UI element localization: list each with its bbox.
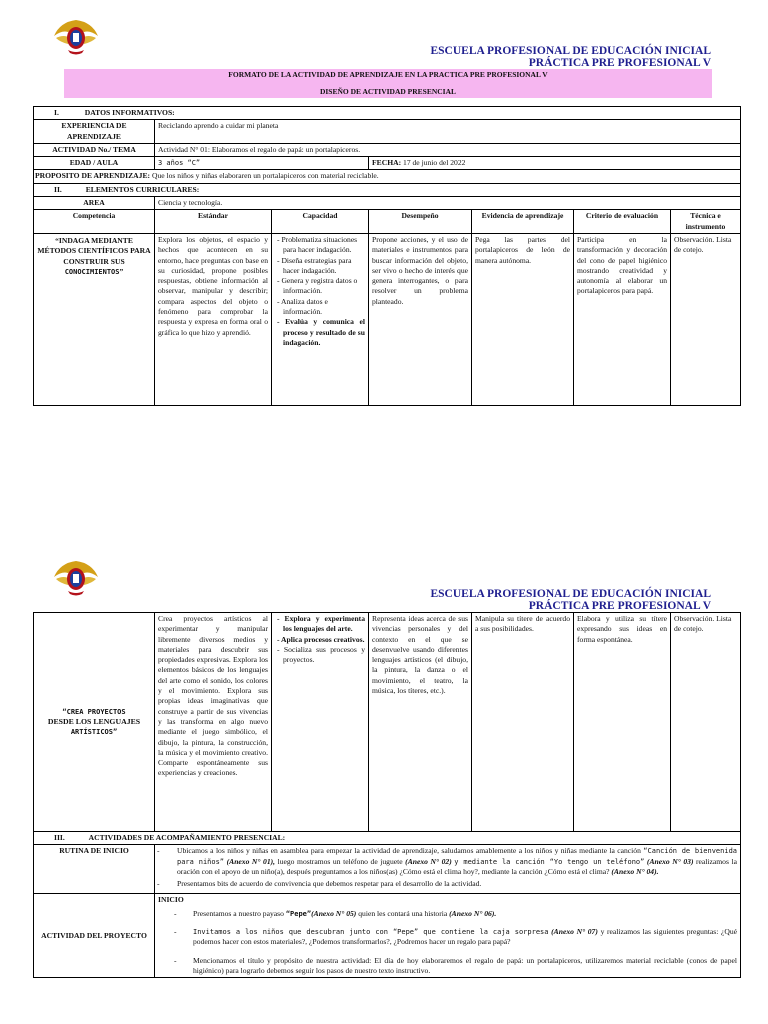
section1-title: DATOS INFORMATIVOS: bbox=[84, 108, 175, 117]
section2-heading-row bbox=[34, 183, 741, 196]
desempeno-2: Representa ideas acerca de sus vivencias personales y del contexto en el que se desenvuelve usando diferentes lenguajes artísticos (el dibujo, la pintura, la danza o el movimiento, el teatro, la música, los títeres, etc.). bbox=[369, 613, 472, 832]
practice-name: PRÁCTICA PRE PROFESIONAL V bbox=[528, 600, 711, 612]
proyecto-item-3: - Mencionamos el título y propósito de nuestra actividad: El día de hoy elaboraremos el regalo de papá: un portalapiceros, utilizaremos material reciclable (conos de papel higiénico) para lograrlo debemos seguir los pasos de nuestro texto instructivo. bbox=[174, 955, 737, 975]
criterio-1: Participa en la transformación y decoración del cono de papel higiénico mostrando creatividad y autonomía al elaborar un portalapiceros para papá. bbox=[574, 233, 671, 405]
competencia-2-b: DESDE LOS LENGUAJES bbox=[47, 716, 141, 726]
practice-name: PRÁCTICA PRE PROFESIONAL V bbox=[528, 57, 711, 69]
capacidad-1-item: - Genera y registra datos o información. bbox=[277, 276, 358, 296]
proposito-row bbox=[34, 170, 741, 183]
section3-num: III. bbox=[54, 833, 65, 842]
estandar-2: Crea proyectos artísticos al experimentar y manipular libremente diversos medios y materiales para descubrir sus propiedades expresivas. Explora los elementos básicos de los lenguajes del arte como el sonido, los colores y el movimiento. Explora sus propias ideas imaginativas que construye a partir de sus vivencias y las transforma en algo nuevo mediante el juego simbólico, el dibujo, la pintura, la construcción, la música y el movimiento creativo. Comparte espontáneamente sus experiencias y creaciones. bbox=[155, 613, 272, 832]
experiencia-value: Reciclando aprendo a cuidar mi planeta bbox=[155, 120, 741, 144]
area-row bbox=[34, 197, 741, 210]
capacidad-2-item: - Socializa sus procesos y proyectos. bbox=[277, 644, 365, 665]
capacidad-1-item: - Problematiza situaciones para hacer indagación. bbox=[277, 234, 358, 255]
capacidad-2-item-bold: - Explora y experimenta los lenguajes del arte. bbox=[277, 614, 365, 634]
section3-heading-row bbox=[34, 832, 741, 845]
rutina-row bbox=[34, 845, 741, 894]
fecha-cell bbox=[369, 157, 741, 170]
competencia-row-1 bbox=[34, 233, 741, 405]
capacidad-2 bbox=[272, 613, 369, 832]
rutina-item-2: - Presentamos bits de acuerdo de convivencia que debemos respetar para el desarrollo de la actividad. bbox=[157, 879, 482, 889]
university-crest-icon bbox=[50, 557, 102, 597]
actividad-row bbox=[34, 143, 741, 156]
col-criterio: Criterio de evaluación bbox=[574, 210, 671, 234]
edad-row bbox=[34, 157, 741, 170]
actividad-value: Actividad N° 01: Elaboramos el regalo de papá: un portalapiceros. bbox=[155, 143, 741, 156]
edad-value: 3 años “C” bbox=[155, 157, 369, 170]
section2-title: ELEMENTOS CURRICULARES: bbox=[85, 184, 200, 194]
tecnica-1: Observación. Lista de cotejo. bbox=[671, 233, 741, 405]
competencia-2 bbox=[34, 613, 155, 832]
actividad-label: ACTIVIDAD No./ TEMA bbox=[34, 143, 155, 156]
format-title-band bbox=[64, 69, 712, 98]
section3-title: ACTIVIDADES DE ACOMPAÑAMIENTO PRESENCIAL: bbox=[88, 833, 286, 842]
experiencia-row bbox=[34, 120, 741, 144]
proyecto-content bbox=[155, 894, 741, 978]
estandar-1: Explora los objetos, el espacio y hechos que acontecen en su entorno, hace preguntas con base en su curiosidad, propone posibles respuestas, obtiene información al observar, manipular y describir; compara aspectos del objeto o fenómeno para comprobar la respuesta y expresa en forma oral o gráfica lo que hizo y aprendió. bbox=[155, 233, 272, 405]
columns-header-row bbox=[34, 210, 741, 234]
school-name: ESCUELA PROFESIONAL DE EDUCACIÓN INICIAL bbox=[430, 45, 711, 57]
experiencia-label: EXPERIENCIA DE APRENDIZAJE bbox=[34, 120, 155, 144]
area-label: AREA bbox=[34, 197, 155, 210]
inicio-label: INICIO bbox=[158, 895, 184, 905]
fecha-label: FECHA: bbox=[372, 158, 402, 168]
rutina-content bbox=[155, 845, 741, 894]
capacidad-1-item: - Analiza datos e información. bbox=[277, 296, 328, 317]
proyecto-label: ACTIVIDAD DEL PROYECTO bbox=[34, 894, 155, 978]
tecnica-2: Observación. Lista de cotejo. bbox=[671, 613, 741, 832]
competencia-1-a: “INDAGA MEDIANTE MÉTODOS CIENTÍFICOS PARA CONSTRUIR SUS bbox=[37, 235, 151, 266]
competencia-2-a: “CREA PROYECTOS bbox=[62, 707, 126, 716]
col-capacidad: Capacidad bbox=[272, 210, 369, 234]
university-crest-icon bbox=[50, 16, 102, 56]
competencia-1-c: ” bbox=[119, 266, 124, 276]
page1-header bbox=[430, 45, 711, 69]
competencia-1 bbox=[34, 233, 155, 405]
edad-label: EDAD / AULA bbox=[34, 157, 155, 170]
design-title: DISEÑO DE ACTIVIDAD PRESENCIAL bbox=[319, 87, 457, 96]
proposito-value: Que los niños y niñas elaboraren un portalapiceros con material reciclable. bbox=[151, 171, 379, 181]
capacidad-1-item: - Diseña estrategias para hacer indagación. bbox=[277, 255, 352, 275]
col-estandar: Estándar bbox=[155, 210, 272, 234]
section2-num: II. bbox=[54, 184, 62, 194]
proyecto-item-2: - Invitamos a los niños que descubran junto con “Pepe” que contiene la caja sorpresa (Anexo N° 07) y realizamos las siguientes preguntas: ¿Qué podemos hacer con estos materiales?, ¿Podemos transformarlos?, ¿Podremos hacer un regalo para papá? bbox=[174, 927, 738, 947]
rutina-item-1: - Ubicamos a los niños y niñas en asamblea para empezar la actividad de aprendizaje, saludamos amablemente a los niños y niñas mediante la canción “Canción de bienvenida para niños” (Anexo N° 01), luego mostramos un teléfono de juguete (Anexo N° 02) y mediante la canción “Yo tengo un teléfono” (Anexo N° 03) realizamos la oración con el apoyo de un niño(a), después preguntamos a los niños(as) ¿Cómo está el clima hoy?, mediante la canción ¿Cómo está el clima? (Anexo N° 04). bbox=[157, 846, 738, 876]
competencia-row-2 bbox=[34, 613, 741, 832]
section1-heading-row bbox=[34, 107, 741, 120]
page1-table bbox=[33, 106, 741, 406]
section1-num: I. bbox=[54, 108, 59, 117]
col-evidencia: Evidencia de aprendizaje bbox=[472, 210, 574, 234]
capacidad-1-item-bold: - Evalúa y comunica el proceso y resultado de su indagación. bbox=[277, 317, 365, 347]
area-value: Ciencia y tecnología. bbox=[155, 197, 741, 210]
competencia-1-b: CONOCIMIENTOS bbox=[64, 267, 120, 276]
col-tecnica: Técnica e instrumento bbox=[671, 210, 741, 234]
format-title: FORMATO DE LA ACTIVIDAD DE APRENDIZAJE EN LA PRACTICA PRE PROFESIONAL V bbox=[228, 70, 548, 79]
col-desempeno: Desempeño bbox=[369, 210, 472, 234]
capacidad-2-item-bold: - Aplica procesos creativos. bbox=[277, 634, 365, 644]
school-name: ESCUELA PROFESIONAL DE EDUCACIÓN INICIAL bbox=[430, 588, 711, 600]
page2-table bbox=[33, 612, 741, 978]
col-competencia: Competencia bbox=[34, 210, 155, 234]
evidencia-1: Pega las partes del portalapiceros de león de manera autónoma. bbox=[472, 233, 574, 405]
criterio-2: Elabora y utiliza su títere expresando sus ideas en forma espontánea. bbox=[574, 613, 671, 832]
rutina-label: RUTINA DE INICIO bbox=[34, 845, 155, 894]
proposito-label: PROPOSITO DE APRENDIZAJE: bbox=[35, 171, 151, 181]
proyecto-row bbox=[34, 894, 741, 978]
desempeno-1: Propone acciones, y el uso de materiales e instrumentos para buscar información del objeto, ser vivo o hecho de interés que genera interrogantes, o para resolver un problema planteado. bbox=[369, 233, 472, 405]
evidencia-2: Manipula su títere de acuerdo a sus posibilidades. bbox=[472, 613, 574, 832]
proyecto-item-1: - Presentamos a nuestro payaso “Pepe”(Anexo N° 05) quien les contará una historia (Anexo N° 06). bbox=[174, 908, 497, 918]
capacidad-1 bbox=[272, 233, 369, 405]
fecha-value: 17 de junio del 2022 bbox=[403, 158, 466, 168]
competencia-2-c: ARTÍSTICOS” bbox=[70, 728, 118, 737]
page2-header bbox=[430, 588, 711, 612]
